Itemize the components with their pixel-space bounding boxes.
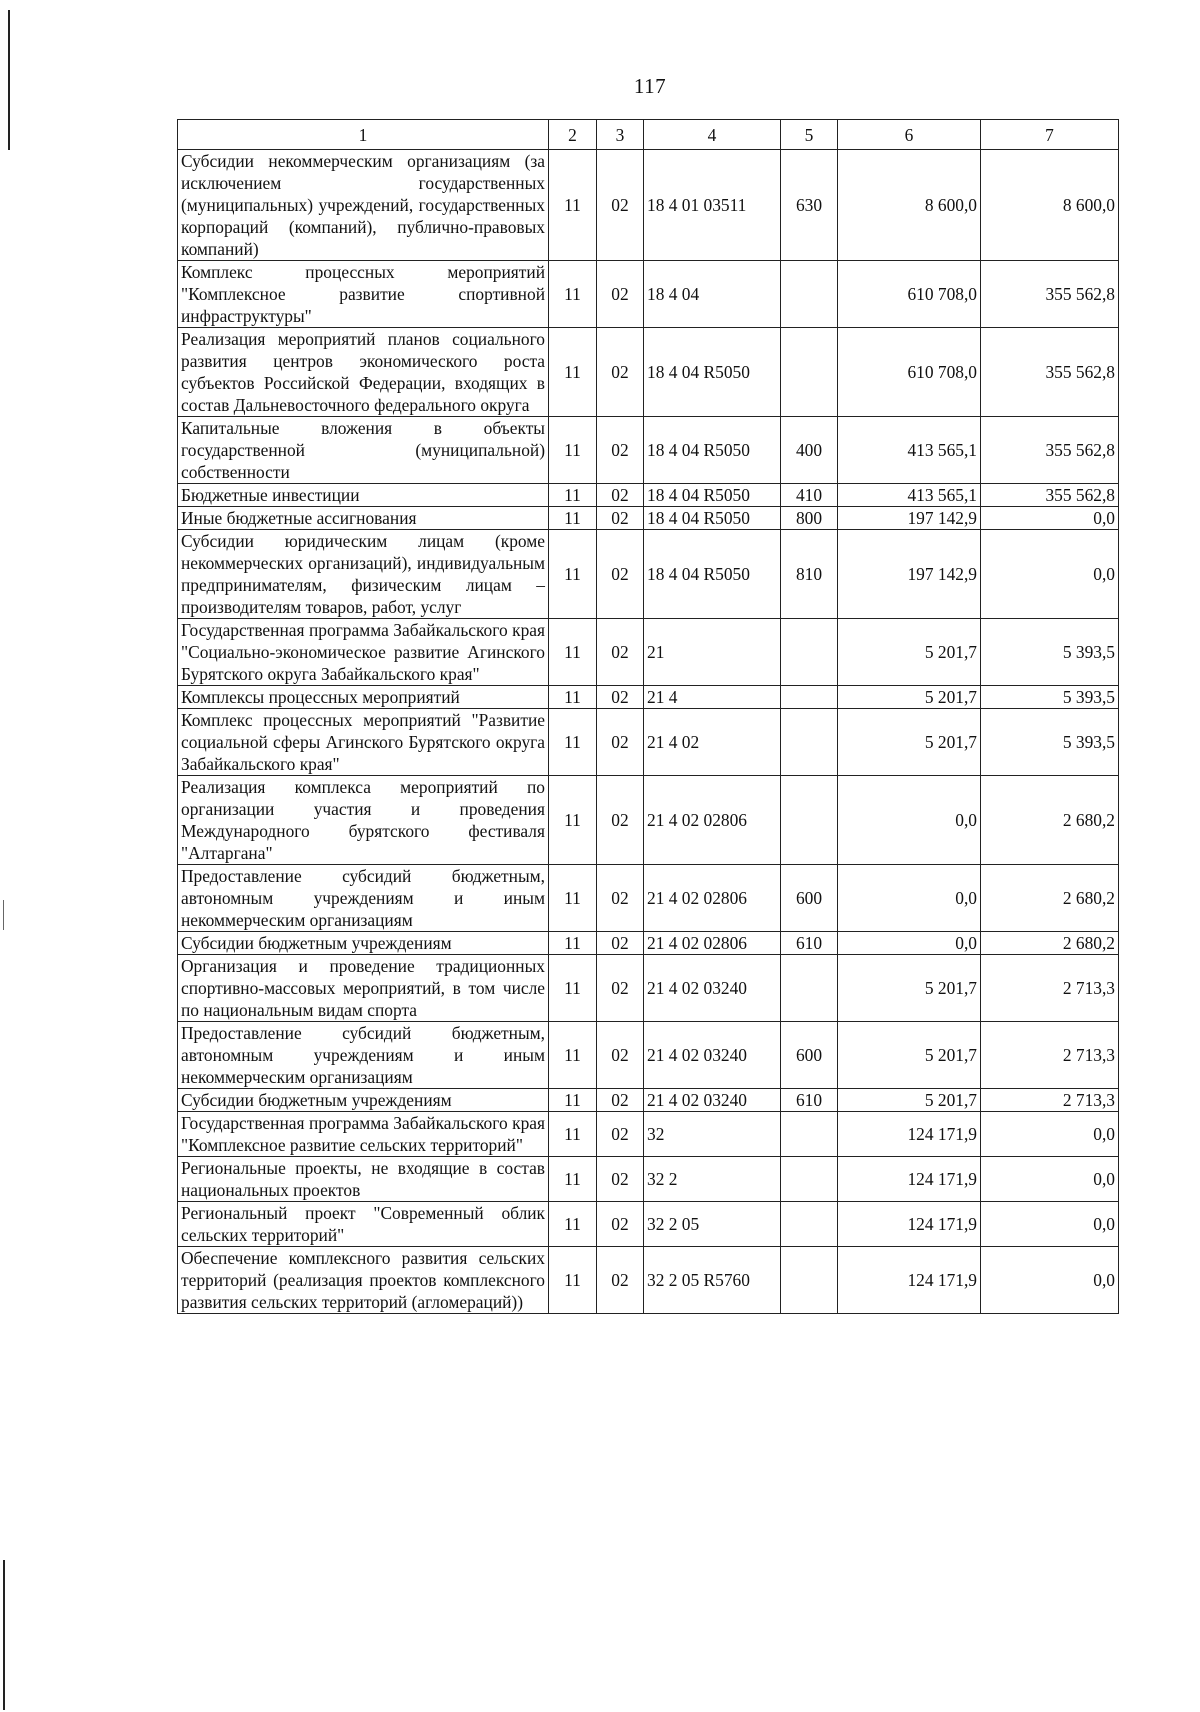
expense-type-cell	[781, 955, 838, 1022]
expense-type-cell: 600	[781, 1022, 838, 1089]
amount-year2-cell: 355 562,8	[981, 484, 1119, 507]
amount-year2-cell: 0,0	[981, 1202, 1119, 1247]
table-row	[178, 261, 1119, 328]
expense-type-cell: 400	[781, 417, 838, 484]
amount-year2-cell: 355 562,8	[981, 417, 1119, 484]
expense-type-cell	[781, 1112, 838, 1157]
subsection-code-cell: 02	[597, 484, 644, 507]
subsection-code-cell: 02	[597, 776, 644, 865]
table-row	[178, 776, 1119, 865]
target-article-cell: 18 4 01 03511	[644, 150, 781, 261]
row-name-cell: Комплексы процессных мероприятий	[178, 686, 549, 709]
section-code-cell: 11	[549, 1112, 597, 1157]
section-code-cell: 11	[549, 261, 597, 328]
expense-type-cell	[781, 1157, 838, 1202]
row-name-cell: Бюджетные инвестиции	[178, 484, 549, 507]
subsection-code-cell: 02	[597, 865, 644, 932]
row-name-cell: Капитальные вложения в объекты государственной (муниципальной) собственности	[178, 417, 549, 484]
header-cell: 6	[838, 120, 981, 150]
amount-year2-cell: 5 393,5	[981, 686, 1119, 709]
subsection-code-cell: 02	[597, 955, 644, 1022]
amount-year2-cell: 2 680,2	[981, 932, 1119, 955]
subsection-code-cell: 02	[597, 1112, 644, 1157]
subsection-code-cell: 02	[597, 619, 644, 686]
section-code-cell: 11	[549, 417, 597, 484]
target-article-cell: 21 4	[644, 686, 781, 709]
header-cell: 2	[549, 120, 597, 150]
row-name-cell: Субсидии юридическим лицам (кроме некоммерческих организаций), индивидуальным предпринимателям, физическим лицам – производителям товаров, работ, услуг	[178, 530, 549, 619]
target-article-cell: 32 2 05 R5760	[644, 1247, 781, 1314]
target-article-cell: 21 4 02 02806	[644, 776, 781, 865]
amount-year1-cell: 8 600,0	[838, 150, 981, 261]
amount-year2-cell: 0,0	[981, 1112, 1119, 1157]
section-code-cell: 11	[549, 932, 597, 955]
expense-type-cell: 610	[781, 932, 838, 955]
section-code-cell: 11	[549, 1247, 597, 1314]
amount-year1-cell: 413 565,1	[838, 484, 981, 507]
table-row	[178, 1247, 1119, 1314]
amount-year2-cell: 2 713,3	[981, 1022, 1119, 1089]
section-code-cell: 11	[549, 709, 597, 776]
table-header-row	[178, 120, 1119, 150]
section-code-cell: 11	[549, 619, 597, 686]
subsection-code-cell: 02	[597, 417, 644, 484]
subsection-code-cell: 02	[597, 1247, 644, 1314]
amount-year1-cell: 5 201,7	[838, 1022, 981, 1089]
amount-year1-cell: 124 171,9	[838, 1157, 981, 1202]
section-code-cell: 11	[549, 507, 597, 530]
row-name-cell: Государственная программа Забайкальского края "Социально-экономическое развитие Агинского Бурятского округа Забайкальского края"	[178, 619, 549, 686]
amount-year1-cell: 124 171,9	[838, 1247, 981, 1314]
amount-year2-cell: 355 562,8	[981, 328, 1119, 417]
table-row	[178, 865, 1119, 932]
amount-year1-cell: 610 708,0	[838, 261, 981, 328]
budget-table	[177, 119, 1119, 1314]
target-article-cell: 32 2 05	[644, 1202, 781, 1247]
section-code-cell: 11	[549, 865, 597, 932]
table-row	[178, 1157, 1119, 1202]
section-code-cell: 11	[549, 1202, 597, 1247]
table-row	[178, 709, 1119, 776]
expense-type-cell	[781, 709, 838, 776]
table-row	[178, 530, 1119, 619]
section-code-cell: 11	[549, 1089, 597, 1112]
header-cell: 1	[178, 120, 549, 150]
expense-type-cell: 810	[781, 530, 838, 619]
expense-type-cell	[781, 261, 838, 328]
amount-year1-cell: 0,0	[838, 932, 981, 955]
target-article-cell: 21 4 02 03240	[644, 1022, 781, 1089]
table-row	[178, 955, 1119, 1022]
target-article-cell: 32 2	[644, 1157, 781, 1202]
row-name-cell: Субсидии некоммерческим организациям (за исключением государственных (муниципальных) учреждений, государственных корпораций (компаний), публично-правовых компаний)	[178, 150, 549, 261]
amount-year2-cell: 0,0	[981, 530, 1119, 619]
target-article-cell: 32	[644, 1112, 781, 1157]
subsection-code-cell: 02	[597, 261, 644, 328]
expense-type-cell	[781, 776, 838, 865]
subsection-code-cell: 02	[597, 932, 644, 955]
row-name-cell: Предоставление субсидий бюджетным, автономным учреждениям и иным некоммерческим организациям	[178, 1022, 549, 1089]
expense-type-cell: 630	[781, 150, 838, 261]
table-row	[178, 417, 1119, 484]
amount-year2-cell: 0,0	[981, 1157, 1119, 1202]
header-cell: 3	[597, 120, 644, 150]
expense-type-cell	[781, 686, 838, 709]
amount-year1-cell: 0,0	[838, 776, 981, 865]
expense-type-cell	[781, 1247, 838, 1314]
row-name-cell: Реализация комплекса мероприятий по организации участия и проведения Международного бурятского фестиваля "Алтаргана"	[178, 776, 549, 865]
section-code-cell: 11	[549, 1022, 597, 1089]
amount-year1-cell: 5 201,7	[838, 709, 981, 776]
amount-year1-cell: 5 201,7	[838, 1089, 981, 1112]
target-article-cell: 18 4 04 R5050	[644, 328, 781, 417]
row-name-cell: Государственная программа Забайкальского края "Комплексное развитие сельских территорий"	[178, 1112, 549, 1157]
table-row	[178, 1022, 1119, 1089]
table-row	[178, 507, 1119, 530]
row-name-cell: Комплекс процессных мероприятий "Комплексное развитие спортивной инфраструктуры"	[178, 261, 549, 328]
amount-year1-cell: 5 201,7	[838, 619, 981, 686]
row-name-cell: Региональные проекты, не входящие в состав национальных проектов	[178, 1157, 549, 1202]
amount-year2-cell: 2 680,2	[981, 776, 1119, 865]
target-article-cell: 18 4 04 R5050	[644, 507, 781, 530]
header-cell: 7	[981, 120, 1119, 150]
target-article-cell: 21 4 02 03240	[644, 1089, 781, 1112]
table-row	[178, 686, 1119, 709]
amount-year2-cell: 0,0	[981, 1247, 1119, 1314]
subsection-code-cell: 02	[597, 150, 644, 261]
amount-year1-cell: 197 142,9	[838, 507, 981, 530]
table-row	[178, 150, 1119, 261]
amount-year1-cell: 5 201,7	[838, 686, 981, 709]
subsection-code-cell: 02	[597, 530, 644, 619]
scan-edge-mark	[3, 1560, 5, 1710]
expense-type-cell: 410	[781, 484, 838, 507]
table-row	[178, 1089, 1119, 1112]
amount-year1-cell: 610 708,0	[838, 328, 981, 417]
amount-year1-cell: 197 142,9	[838, 530, 981, 619]
amount-year2-cell: 2 713,3	[981, 955, 1119, 1022]
header-cell: 4	[644, 120, 781, 150]
subsection-code-cell: 02	[597, 328, 644, 417]
subsection-code-cell: 02	[597, 1202, 644, 1247]
expense-type-cell	[781, 1202, 838, 1247]
target-article-cell: 18 4 04 R5050	[644, 530, 781, 619]
subsection-code-cell: 02	[597, 1089, 644, 1112]
amount-year2-cell: 355 562,8	[981, 261, 1119, 328]
target-article-cell: 21 4 02	[644, 709, 781, 776]
header-cell: 5	[781, 120, 838, 150]
amount-year2-cell: 2 680,2	[981, 865, 1119, 932]
target-article-cell: 21	[644, 619, 781, 686]
expense-type-cell: 610	[781, 1089, 838, 1112]
amount-year1-cell: 124 171,9	[838, 1202, 981, 1247]
amount-year2-cell: 0,0	[981, 507, 1119, 530]
row-name-cell: Реализация мероприятий планов социального развития центров экономического роста субъектов Российской Федерации, входящих в состав Дальневосточного федерального округа	[178, 328, 549, 417]
subsection-code-cell: 02	[597, 709, 644, 776]
section-code-cell: 11	[549, 150, 597, 261]
amount-year1-cell: 413 565,1	[838, 417, 981, 484]
subsection-code-cell: 02	[597, 507, 644, 530]
subsection-code-cell: 02	[597, 686, 644, 709]
section-code-cell: 11	[549, 328, 597, 417]
section-code-cell: 11	[549, 955, 597, 1022]
expense-type-cell: 800	[781, 507, 838, 530]
table-row	[178, 1202, 1119, 1247]
amount-year1-cell: 124 171,9	[838, 1112, 981, 1157]
target-article-cell: 21 4 02 02806	[644, 932, 781, 955]
subsection-code-cell: 02	[597, 1157, 644, 1202]
section-code-cell: 11	[549, 1157, 597, 1202]
amount-year2-cell: 2 713,3	[981, 1089, 1119, 1112]
row-name-cell: Субсидии бюджетным учреждениям	[178, 932, 549, 955]
section-code-cell: 11	[549, 530, 597, 619]
scan-edge-mark	[3, 900, 4, 930]
row-name-cell: Субсидии бюджетным учреждениям	[178, 1089, 549, 1112]
row-name-cell: Обеспечение комплексного развития сельских территорий (реализация проектов комплексного развития сельских территорий (агломераций))	[178, 1247, 549, 1314]
target-article-cell: 18 4 04	[644, 261, 781, 328]
amount-year1-cell: 0,0	[838, 865, 981, 932]
amount-year2-cell: 5 393,5	[981, 619, 1119, 686]
row-name-cell: Организация и проведение традиционных спортивно-массовых мероприятий, в том числе по национальным видам спорта	[178, 955, 549, 1022]
page-number: 117	[633, 74, 667, 98]
expense-type-cell	[781, 328, 838, 417]
amount-year2-cell: 8 600,0	[981, 150, 1119, 261]
expense-type-cell: 600	[781, 865, 838, 932]
table-row	[178, 1112, 1119, 1157]
target-article-cell: 21 4 02 03240	[644, 955, 781, 1022]
row-name-cell: Предоставление субсидий бюджетным, автономным учреждениям и иным некоммерческим организациям	[178, 865, 549, 932]
row-name-cell: Региональный проект "Современный облик сельских территорий"	[178, 1202, 549, 1247]
expense-type-cell	[781, 619, 838, 686]
amount-year1-cell: 5 201,7	[838, 955, 981, 1022]
subsection-code-cell: 02	[597, 1022, 644, 1089]
section-code-cell: 11	[549, 776, 597, 865]
section-code-cell: 11	[549, 686, 597, 709]
table-row	[178, 932, 1119, 955]
table-row	[178, 484, 1119, 507]
row-name-cell: Комплекс процессных мероприятий "Развитие социальной сферы Агинского Бурятского округа Забайкальского края"	[178, 709, 549, 776]
row-name-cell: Иные бюджетные ассигнования	[178, 507, 549, 530]
target-article-cell: 18 4 04 R5050	[644, 484, 781, 507]
target-article-cell: 21 4 02 02806	[644, 865, 781, 932]
table-row	[178, 619, 1119, 686]
target-article-cell: 18 4 04 R5050	[644, 417, 781, 484]
section-code-cell: 11	[549, 484, 597, 507]
amount-year2-cell: 5 393,5	[981, 709, 1119, 776]
table-row	[178, 328, 1119, 417]
